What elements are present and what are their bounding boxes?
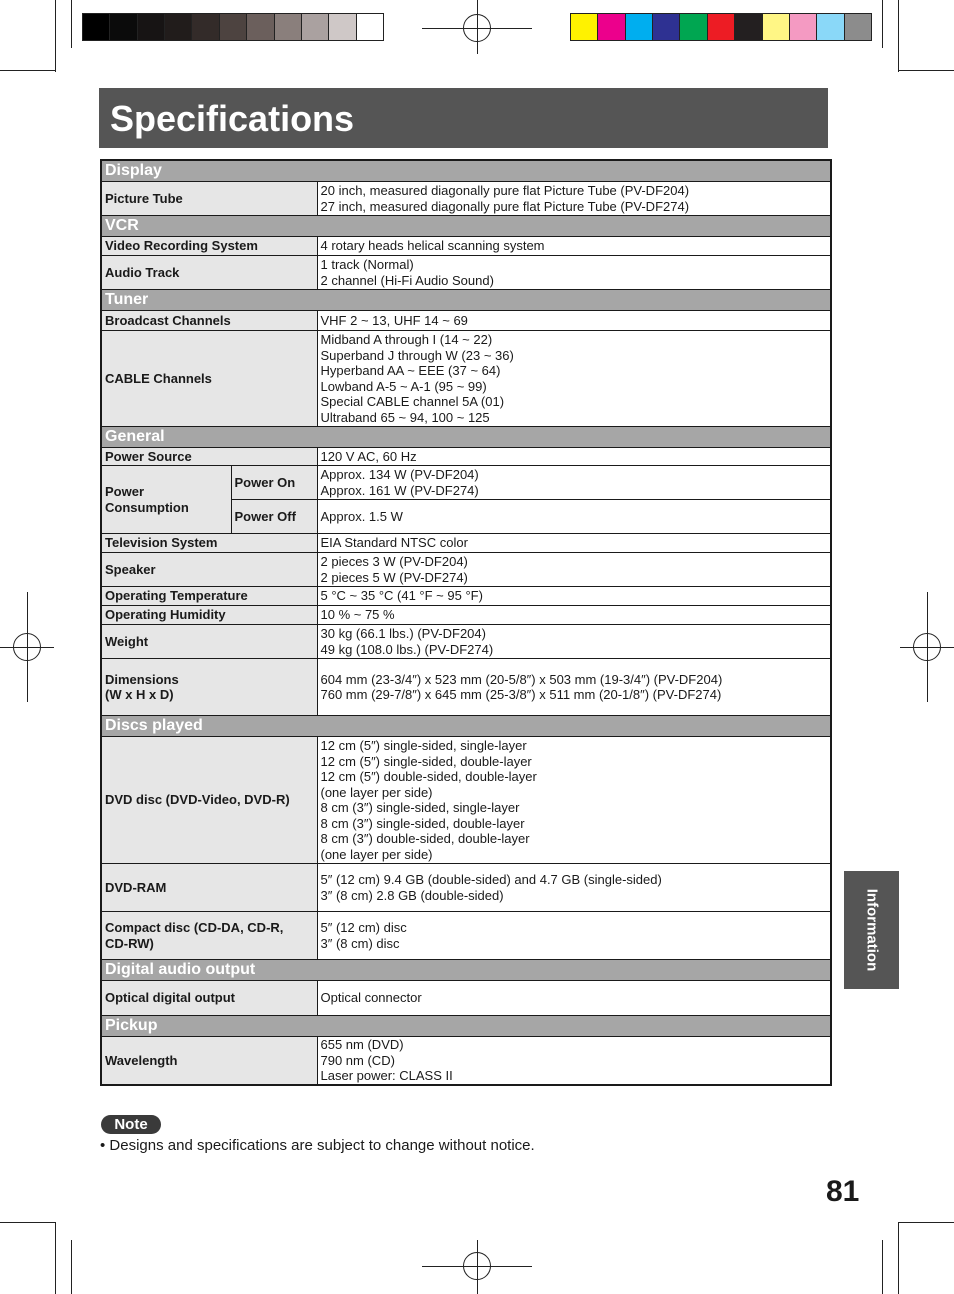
spec-value-cable-channels: Midband A through I (14 ~ 22) Superband J through W (23 ~ 36) Hyperband AA ~ EEE (37 ~ 64) Lowband A-5 ~ A-1 (95 ~ 99) Special CABLE channel 5A (01) Ultraband 65 ~ 94, 100 ~ 125 xyxy=(317,331,831,427)
color-swatch-1 xyxy=(571,14,598,40)
spec-label-video-recording: Video Recording System xyxy=(101,237,317,256)
spec-label-broadcast-channels: Broadcast Channels xyxy=(101,311,317,331)
registration-line-top-v xyxy=(477,0,478,54)
section-header-tuner: Tuner xyxy=(101,290,831,311)
crop-mark-top-left-v2 xyxy=(71,0,72,48)
color-swatch-8 xyxy=(763,14,790,40)
registration-line-right-v xyxy=(927,592,928,702)
note-badge: Note xyxy=(101,1115,161,1134)
spec-label-dvd-disc: DVD disc (DVD-Video, DVD-R) xyxy=(101,737,317,864)
section-header-vcr: VCR xyxy=(101,216,831,237)
gray-swatch-5 xyxy=(192,14,219,40)
spec-label-weight: Weight xyxy=(101,625,317,659)
spec-label-television-system: Television System xyxy=(101,534,317,553)
spec-label-dvd-ram: DVD-RAM xyxy=(101,864,317,912)
gray-swatch-10 xyxy=(329,14,356,40)
spec-label-optical-digital-output: Optical digital output xyxy=(101,981,317,1016)
spec-value-dimensions: 604 mm (23-3/4″) x 523 mm (20-5/8″) x 503 mm (19-3/4″) (PV-DF204) 760 mm (29-7/8″) x 645 mm (25-3/8″) x 511 mm (20-1/8″) (PV-DF274) xyxy=(317,659,831,716)
spec-value-broadcast-channels: VHF 2 ~ 13, UHF 14 ~ 69 xyxy=(317,311,831,331)
color-swatch-6 xyxy=(708,14,735,40)
spec-value-power-off: Approx. 1.5 W xyxy=(317,500,831,534)
spec-label-power-on: Power On xyxy=(231,466,317,500)
section-header-display: Display xyxy=(101,160,831,182)
section-header-discs-played: Discs played xyxy=(101,716,831,737)
crop-mark-bottom-right-v2 xyxy=(882,1240,883,1294)
page-title: Specifications xyxy=(110,98,355,139)
gray-swatch-2 xyxy=(110,14,137,40)
registration-line-left-v xyxy=(27,592,28,702)
spec-value-speaker: 2 pieces 3 W (PV-DF204) 2 pieces 5 W (PV-DF274) xyxy=(317,553,831,587)
spec-label-speaker: Speaker xyxy=(101,553,317,587)
color-swatch-7 xyxy=(735,14,762,40)
spec-value-power-on: Approx. 134 W (PV-DF204) Approx. 161 W (PV-DF274) xyxy=(317,466,831,500)
spec-value-audio-track: 1 track (Normal) 2 channel (Hi-Fi Audio Sound) xyxy=(317,256,831,290)
spec-value-weight: 30 kg (66.1 lbs.) (PV-DF204) 49 kg (108.0 lbs.) (PV-DF274) xyxy=(317,625,831,659)
section-header-digital-audio-output: Digital audio output xyxy=(101,960,831,981)
spec-label-power-off: Power Off xyxy=(231,500,317,534)
spec-value-television-system: EIA Standard NTSC color xyxy=(317,534,831,553)
color-swatch-3 xyxy=(626,14,653,40)
gray-swatch-9 xyxy=(302,14,329,40)
gray-swatch-6 xyxy=(220,14,247,40)
gray-swatch-1 xyxy=(83,14,110,40)
crop-mark-bottom-left-h xyxy=(0,1222,55,1223)
color-swatch-4 xyxy=(653,14,680,40)
crop-mark-bottom-right-v xyxy=(898,1222,899,1294)
spec-value-operating-humidity: 10 % ~ 75 % xyxy=(317,606,831,625)
crop-mark-bottom-right-h xyxy=(899,1222,954,1223)
color-swatch-11 xyxy=(845,14,871,40)
spec-value-picture-tube: 20 inch, measured diagonally pure flat Picture Tube (PV-DF204) 27 inch, measured diagonally pure flat Picture Tube (PV-DF274) xyxy=(317,182,831,216)
crop-mark-top-right-v xyxy=(898,0,899,72)
side-tab-label: Information xyxy=(863,888,881,972)
section-header-general: General xyxy=(101,427,831,448)
gray-swatch-3 xyxy=(138,14,165,40)
spec-label-compact-disc: Compact disc (CD-DA, CD-R, CD-RW) xyxy=(101,912,317,960)
registration-line-bottom-v xyxy=(477,1240,478,1294)
spec-label-wavelength: Wavelength xyxy=(101,1037,317,1085)
spec-value-dvd-ram: 5″ (12 cm) 9.4 GB (double-sided) and 4.7 GB (single-sided) 3″ (8 cm) 2.8 GB (double-sided) xyxy=(317,864,831,912)
color-swatch-9 xyxy=(790,14,817,40)
crop-mark-top-right-h xyxy=(899,70,954,71)
note-text: • Designs and specifications are subject to change without notice. xyxy=(100,1137,535,1154)
gray-swatch-11 xyxy=(357,14,383,40)
color-calibration-bar xyxy=(570,13,872,41)
spec-value-wavelength: 655 nm (DVD) 790 nm (CD) Laser power: CLASS II xyxy=(317,1037,831,1085)
spec-label-dimensions: Dimensions (W x H x D) xyxy=(101,659,317,716)
color-swatch-10 xyxy=(817,14,844,40)
specifications-table xyxy=(100,159,832,1086)
spec-value-operating-temperature: 5 °C ~ 35 °C (41 °F ~ 95 °F) xyxy=(317,587,831,606)
crop-mark-top-left-h xyxy=(0,70,55,71)
spec-label-power-consumption: Power Consumption xyxy=(101,466,231,534)
crop-mark-bottom-left-v xyxy=(55,1222,56,1294)
spec-label-power-source: Power Source xyxy=(101,448,317,466)
spec-label-audio-track: Audio Track xyxy=(101,256,317,290)
section-header-pickup: Pickup xyxy=(101,1016,831,1037)
gray-swatch-8 xyxy=(275,14,302,40)
crop-mark-bottom-left-v2 xyxy=(71,1240,72,1294)
spec-label-cable-channels: CABLE Channels xyxy=(101,331,317,427)
crop-mark-top-left-v xyxy=(55,0,56,72)
spec-value-power-source: 120 V AC, 60 Hz xyxy=(317,448,831,466)
spec-value-compact-disc: 5″ (12 cm) disc 3″ (8 cm) disc xyxy=(317,912,831,960)
color-swatch-5 xyxy=(680,14,707,40)
color-swatch-2 xyxy=(598,14,625,40)
page-number: 81 xyxy=(826,1175,860,1208)
spec-value-dvd-disc: 12 cm (5″) single-sided, single-layer 12 cm (5″) single-sided, double-layer 12 cm (5″) double-sided, double-layer (one layer per side) 8 cm (3″) single-sided, single-layer 8 cm (3″) single-sided, double-layer 8 cm (3″) double-sided, double-layer (one layer per side) xyxy=(317,737,831,864)
gray-swatch-4 xyxy=(165,14,192,40)
gray-swatch-7 xyxy=(247,14,274,40)
spec-value-video-recording: 4 rotary heads helical scanning system xyxy=(317,237,831,256)
spec-label-operating-humidity: Operating Humidity xyxy=(101,606,317,625)
grayscale-calibration-bar xyxy=(82,13,384,41)
spec-label-operating-temperature: Operating Temperature xyxy=(101,587,317,606)
crop-mark-top-right-v2 xyxy=(882,0,883,48)
spec-value-optical-digital-output: Optical connector xyxy=(317,981,831,1016)
spec-label-picture-tube: Picture Tube xyxy=(101,182,317,216)
